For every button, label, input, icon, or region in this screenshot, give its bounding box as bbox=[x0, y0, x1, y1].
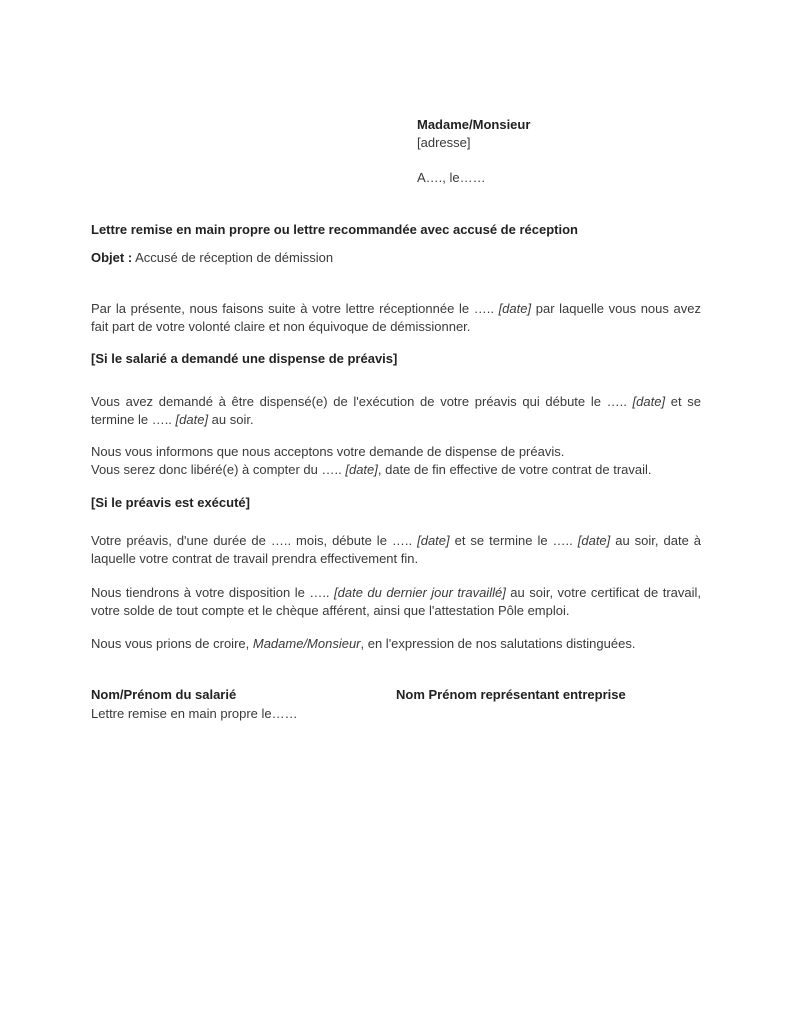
object-label: Objet : bbox=[91, 250, 133, 265]
section-execute-heading: [Si le préavis est exécuté] bbox=[91, 495, 250, 510]
object-line bbox=[91, 250, 333, 266]
closing-paragraph-2 bbox=[91, 636, 635, 652]
execute-date-1: [date] bbox=[417, 533, 450, 548]
dispense-text-4: Vous serez donc libéré(e) à compter du ….. bbox=[91, 462, 346, 477]
place-date: A…., le…… bbox=[417, 170, 486, 185]
dispense-paragraph-1 bbox=[91, 393, 701, 429]
intro-text-1: Par la présente, nous faisons suite à votre lettre réceptionnée le ….. bbox=[91, 301, 499, 316]
execute-date-2: [date] bbox=[577, 533, 611, 548]
section-dispense-heading: [Si le salarié a demandé une dispense de préavis] bbox=[91, 351, 398, 366]
execute-paragraph-1 bbox=[91, 532, 701, 568]
company-signature-label: Nom Prénom représentant entreprise bbox=[396, 687, 626, 702]
dispense-date-3: [date] bbox=[345, 462, 378, 477]
dispense-text-5: , date de fin effective de votre contrat de travail. bbox=[377, 462, 652, 477]
dispense-text-3: au soir. bbox=[208, 412, 254, 427]
employee-signature-label: Nom/Prénom du salarié bbox=[91, 687, 237, 702]
recipient-address: [adresse] bbox=[417, 135, 471, 150]
closing-date: [date du dernier jour travaillé] bbox=[334, 585, 506, 600]
intro-date: [date] bbox=[498, 301, 532, 316]
closing-text-3: Nous vous prions de croire, bbox=[91, 636, 253, 651]
execute-text-2: et se termine le ….. bbox=[449, 533, 578, 548]
closing-salutation-name: Madame/Monsieur bbox=[252, 636, 361, 651]
closing-paragraph-1 bbox=[91, 584, 701, 620]
closing-text-1: Nous tiendrons à votre disposition le ….. bbox=[91, 585, 335, 600]
dispense-text-2: et se termine le ….. bbox=[91, 394, 701, 427]
intro-text-2: par laquelle vous nous avez fait part de votre volonté claire et non équivoque de démissionner. bbox=[91, 301, 701, 334]
object-text: Accusé de réception de démission bbox=[135, 250, 334, 265]
dispense-date-1: [date] bbox=[632, 394, 666, 409]
dispense-text-1: Vous avez demandé à être dispensé(e) de l'exécution de votre préavis qui débute le ….. bbox=[91, 394, 633, 409]
recipient-name: Madame/Monsieur bbox=[417, 117, 531, 132]
execute-text-1: Votre préavis, d'une durée de ….. mois, débute le ….. bbox=[91, 533, 418, 548]
intro-paragraph bbox=[91, 300, 701, 336]
closing-text-4: , en l'expression de nos salutations distinguées. bbox=[360, 636, 636, 651]
dispense-date-2: [date] bbox=[175, 412, 209, 427]
delivery-mode: Lettre remise en main propre ou lettre recommandée avec accusé de réception bbox=[91, 222, 578, 237]
execute-text-3: au soir, date à laquelle votre contrat de travail prendra effectivement fin. bbox=[91, 533, 702, 566]
dispense-paragraph-2-line-2 bbox=[91, 462, 652, 478]
dispense-paragraph-2-line-1: Nous vous informons que nous acceptons votre demande de dispense de préavis. bbox=[91, 444, 565, 459]
employee-signature-note: Lettre remise en main propre le…… bbox=[91, 706, 298, 721]
closing-text-2: au soir, votre certificat de travail, votre solde de tout compte et le chèque afférent, ainsi que l'attestation Pôle emploi. bbox=[91, 585, 701, 618]
